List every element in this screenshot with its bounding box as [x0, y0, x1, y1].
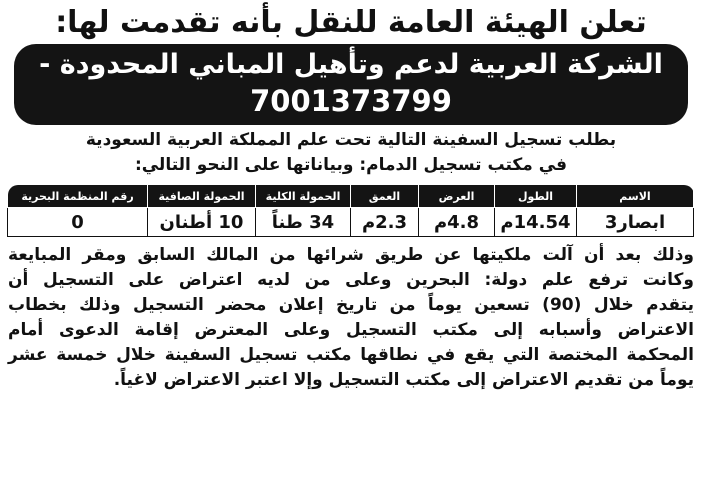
- cell-length: 14.54م: [495, 208, 577, 237]
- notice-body: [8, 243, 694, 393]
- header-name: الاسم: [577, 185, 694, 208]
- body-line: وكانت ترفع علم دولة: البحرين وعلى من لديه اعتراض على التسجيل أن: [8, 270, 694, 290]
- company-name: الشركة العربية لدعم وتأهيل المباني المحدودة -: [39, 49, 663, 80]
- header-net-tonnage: الحمولة الصافية: [148, 185, 256, 208]
- cell-vessel-name: ابصار3: [577, 208, 694, 237]
- body-line: المحكمة المختصة التي يقع في نطاقها مكتب تسجيل السفينة خلال خمسة عشر: [8, 345, 694, 365]
- table-row: [8, 208, 694, 237]
- company-registration-number: 7001373799: [250, 84, 452, 118]
- body-line: الاعتراض وأسبابه إلى مكتب التسجيل وعلى المعترض إقامة الدعوى أمام: [8, 320, 694, 340]
- company-banner: [14, 44, 688, 125]
- header-length: الطول: [495, 185, 577, 208]
- header-width: العرض: [419, 185, 495, 208]
- vessel-details-table: [7, 184, 694, 237]
- request-line-2: في مكتب تسجيل الدمام: وبياناتها على النحو التالي:: [134, 155, 568, 175]
- table-header-row: [8, 185, 694, 208]
- request-line-1: بطلب تسجيل السفينة التالية تحت علم المملكة العربية السعودية: [85, 130, 617, 150]
- cell-gross-tonnage: 34 طناً: [256, 208, 351, 237]
- body-line: يوماً من تقديم الاعتراض إلى مكتب التسجيل وإلا اعتبر الاعتراض لاغياً.: [113, 370, 694, 390]
- notice-headline: تعلن الهيئة العامة للنقل بأنه تقدمت لها:: [55, 5, 647, 40]
- header-imo-number: رقم المنظمة البحرية: [8, 185, 148, 208]
- cell-width: 4.8م: [419, 208, 495, 237]
- body-line: يتقدم خلال (90) تسعين يوماً من تاريخ إعلان محضر التسجيل وذلك بخطاب: [8, 295, 694, 315]
- cell-depth: 2.3م: [351, 208, 419, 237]
- header-gross-tonnage: الحمولة الكلية: [256, 185, 351, 208]
- cell-imo-number: 0: [8, 208, 148, 237]
- cell-net-tonnage: 10 أطنان: [148, 208, 256, 237]
- body-line: وذلك بعد أن آلت ملكيتها عن طريق شرائها من المالك السابق ومقر المبايعة: [8, 245, 694, 265]
- header-depth: العمق: [351, 185, 419, 208]
